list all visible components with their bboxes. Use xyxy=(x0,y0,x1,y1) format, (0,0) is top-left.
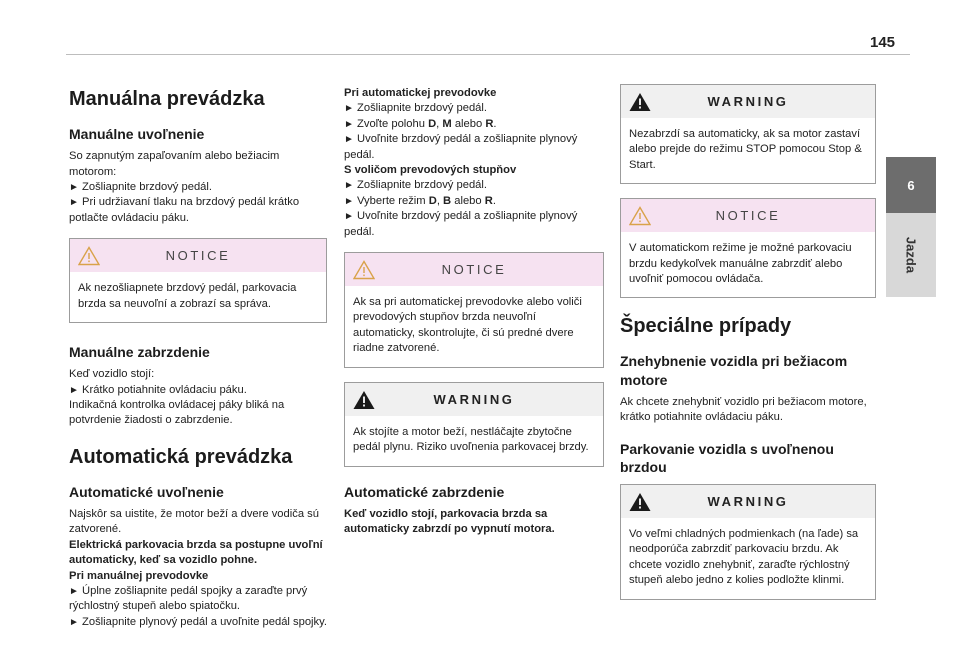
subheading-auto-release: Automatické uvoľnenie xyxy=(69,483,224,500)
subheading-park-released: Parkovanie vozidla s uvoľnenou brzdou xyxy=(620,440,834,475)
notice-header xyxy=(621,199,875,232)
warning-box xyxy=(344,382,604,467)
notice-title: NOTICE xyxy=(715,208,781,224)
warning-title: WARNING xyxy=(707,94,789,109)
manual-release-step: ► Zošliapnite brzdový pedál. xyxy=(69,181,212,193)
arrow-icon: ► xyxy=(344,134,354,146)
page-number: 145 xyxy=(870,34,896,51)
heading-manual-operation: Manuálna prevádzka xyxy=(69,88,265,110)
notice-text: V automatickom režime je možné parkovaciu brzdu kedykoľvek manuálne zabrzdiť alebo uvoľniť pomocou ovládača. xyxy=(629,242,852,286)
arrow-icon: ► xyxy=(344,103,354,115)
selector-heading: S voličom prevodových stupňov xyxy=(344,164,517,177)
chapter-number: 6 xyxy=(907,177,915,193)
column-1 xyxy=(69,80,327,630)
column-2 xyxy=(344,86,604,538)
auto-apply-text: Keď vozidlo stojí, parkovacia brzda sa automaticky zabrzdí po vypnutí motora. xyxy=(344,507,555,536)
notice-header xyxy=(70,239,326,272)
notice-text: Ak sa pri automatickej prevodovke alebo voliči prevodových stupňov brzda neuvoľní automaticky, skontrolujte, či sú predné dvere riadne zatvorené. xyxy=(353,296,582,355)
column-3 xyxy=(620,84,876,600)
notice-text: Ak nezošliapnete brzdový pedál, parkovacia brzda sa neuvoľní a zobrazí sa správa. xyxy=(78,282,297,310)
arrow-icon: ► xyxy=(69,616,79,628)
warning-triangle-icon xyxy=(629,492,651,512)
manual-release-intro: So zapnutým zapaľovaním alebo bežiacim motorom: xyxy=(69,150,280,178)
manual-apply-step: ► Krátko potiahnite ovládaciu páku. xyxy=(69,383,247,396)
warning-triangle-icon xyxy=(629,92,651,112)
warning-title: WARNING xyxy=(433,391,515,407)
caution-outline-icon xyxy=(629,206,651,226)
subheading-auto-apply: Automatické zabrzdenie xyxy=(344,483,505,500)
auto-release-step: ► Zošliapnite plynový pedál a uvoľnite pedál spojky. xyxy=(69,615,327,628)
notice-title: NOTICE xyxy=(165,248,231,264)
subheading-manual-apply: Manuálne zabrzdenie xyxy=(69,344,210,361)
auto-gearbox-step: ► Zvoľte polohu D, M alebo R. xyxy=(344,117,497,130)
immobilise-text: Ak chcete znehybniť vozidlo pri bežiacom motore, krátko potiahnite ovládaciu páku. xyxy=(620,395,867,424)
warning-header xyxy=(621,85,875,118)
heading-automatic-operation: Automatická prevádzka xyxy=(69,445,293,468)
arrow-icon: ► xyxy=(69,586,79,598)
warning-title: WARNING xyxy=(707,494,789,509)
arrow-icon: ► xyxy=(69,182,79,193)
arrow-icon: ► xyxy=(69,384,79,396)
manual-release-step: ► Pri udržiavaní tlaku na brzdový pedál krátko potlačte ovládaciu páku. xyxy=(69,196,300,224)
manual-apply-intro: Keď vozidlo stojí: xyxy=(69,368,155,381)
subheading-manual-release: Manuálne uvoľnenie xyxy=(69,126,205,142)
subheading-immobilise: Znehybnenie vozidla pri bežiacom motore xyxy=(620,353,848,388)
arrow-icon: ► xyxy=(344,195,354,207)
auto-gearbox-step: ► Zošliapnite brzdový pedál. xyxy=(344,102,487,115)
chapter-label xyxy=(886,213,936,297)
notice-box xyxy=(69,238,327,323)
selector-step: ► Zošliapnite brzdový pedál. xyxy=(344,179,487,192)
warning-box xyxy=(620,84,876,184)
automatic-gearbox-heading: Pri automatickej prevodovke xyxy=(344,87,497,99)
arrow-icon: ► xyxy=(344,211,354,223)
heading-special-cases: Špeciálne prípady xyxy=(620,315,792,338)
warning-text: Nezabrzdí sa automaticky, ak sa motor zastaví alebo prejde do režimu STOP pomocou Stop & Start. xyxy=(629,128,862,171)
manual-apply-note: Indikačná kontrolka ovládacej páky bliká na potvrdenie žiadosti o zabrzdenie. xyxy=(69,399,285,427)
notice-box xyxy=(344,252,604,368)
auto-release-intro: Najskôr sa uistite, že motor beží a dvere vodiča sú zatvorené. xyxy=(69,508,319,536)
chapter-title: Jazda xyxy=(903,236,919,274)
auto-release-step: ► Úplne zošliapnite pedál spojky a zaraďte prvý rýchlostný stupeň alebo spiatočku. xyxy=(69,585,308,613)
notice-header xyxy=(345,253,603,286)
arrow-icon: ► xyxy=(344,118,354,130)
arrow-icon: ► xyxy=(69,197,79,209)
warning-triangle-icon xyxy=(353,390,375,410)
header-rule xyxy=(66,54,910,55)
warning-text: Ak stojíte a motor beží, nestláčajte zbytočne pedál plynu. Riziko uvoľnenia parkovacej brzdy. xyxy=(353,425,589,454)
warning-box xyxy=(620,484,876,600)
arrow-icon: ► xyxy=(344,180,354,192)
selector-step: ► Uvoľnite brzdový pedál a zošliapnite plynový pedál. xyxy=(344,210,578,238)
manual-gearbox-heading: Pri manuálnej prevodovke xyxy=(69,569,209,582)
warning-header xyxy=(345,383,603,416)
warning-header xyxy=(621,485,875,518)
warning-text: Vo veľmi chladných podmienkach (na ľade) sa neodporúča zabrzdiť parkovaciu brzdu. Ak chcete vozidlo znehybniť, zaraďte rýchlostný stupeň alebo jedno z kolies podložte klinmi. xyxy=(629,528,859,587)
auto-gearbox-step: ► Uvoľnite brzdový pedál a zošliapnite plynový pedál. xyxy=(344,133,578,161)
notice-title: NOTICE xyxy=(441,262,507,278)
caution-outline-icon xyxy=(78,246,100,266)
caution-outline-icon xyxy=(353,260,375,280)
chapter-tab[interactable] xyxy=(886,157,936,213)
selector-step: ► Vyberte režim D, B alebo R. xyxy=(344,194,496,207)
auto-release-bold: Elektrická parkovacia brzda sa postupne uvoľní automaticky, keď sa vozidlo pohne. xyxy=(69,538,323,567)
notice-box xyxy=(620,198,876,298)
